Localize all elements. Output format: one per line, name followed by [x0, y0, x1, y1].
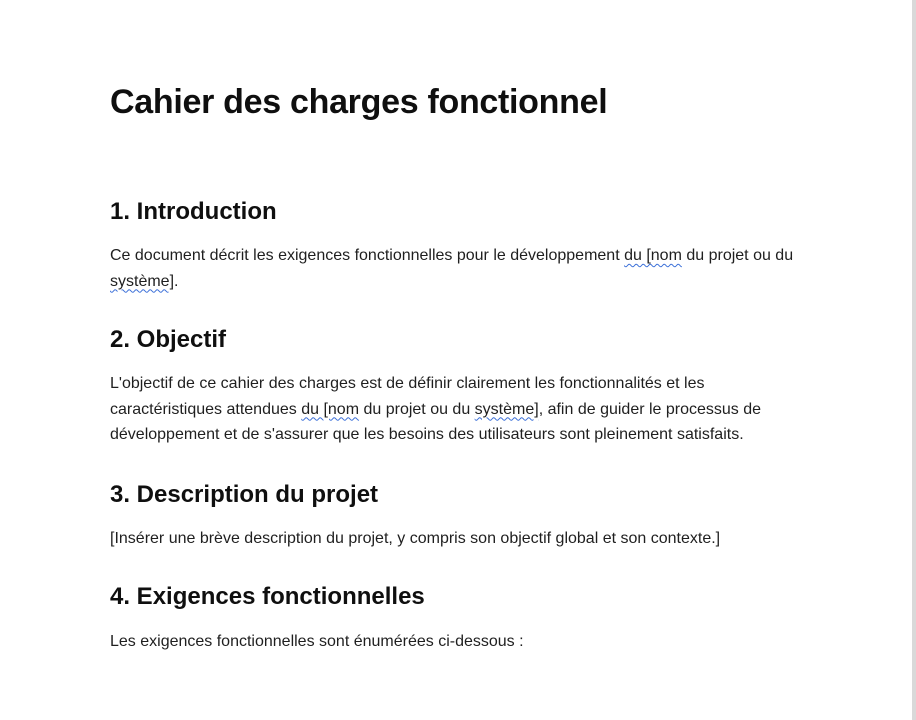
- section-body-description: [Insérer une brève description du projet, y compris son objectif global et son contexte.]: [110, 529, 721, 547]
- text-run: , afin de guider le processus de développement et de s'assurer que les besoins des utilisateurs sont pleinement satisfaits.: [110, 400, 762, 443]
- text-run: .: [174, 272, 179, 290]
- text-run: L'objectif de ce cahier des charges est de définir clairement les fonctionnalités et les caractéristiques attendues: [110, 375, 705, 418]
- spellcheck-flagged-word[interactable]: système]: [110, 272, 175, 290]
- section-heading-introduction: 1. Introduction: [110, 198, 277, 225]
- spellcheck-flagged-word[interactable]: système]: [474, 400, 539, 418]
- spellcheck-flagged-word[interactable]: du [nom: [624, 247, 682, 264]
- text-run: du projet ou du: [359, 400, 475, 418]
- spellcheck-flagged-word[interactable]: du [nom: [301, 400, 360, 418]
- document-title: Cahier des charges fonctionnel: [110, 83, 608, 121]
- section-body-objectif: [110, 371, 810, 448]
- text-run: du projet ou du: [681, 247, 794, 264]
- page-edge-divider: [912, 0, 916, 720]
- section-heading-objectif: 2. Objectif: [110, 326, 227, 353]
- section-body-introduction: [110, 243, 810, 294]
- section-heading-description: 3. Description du projet: [110, 480, 379, 508]
- section-body-exigences: Les exigences fonctionnelles sont énumérées ci-dessous :: [110, 633, 524, 650]
- document-content[interactable]: [110, 84, 810, 655]
- text-run: Ce document décrit les exigences fonctionnelles pour le développement: [110, 247, 625, 264]
- section-heading-exigences: 4. Exigences fonctionnelles: [110, 583, 425, 610]
